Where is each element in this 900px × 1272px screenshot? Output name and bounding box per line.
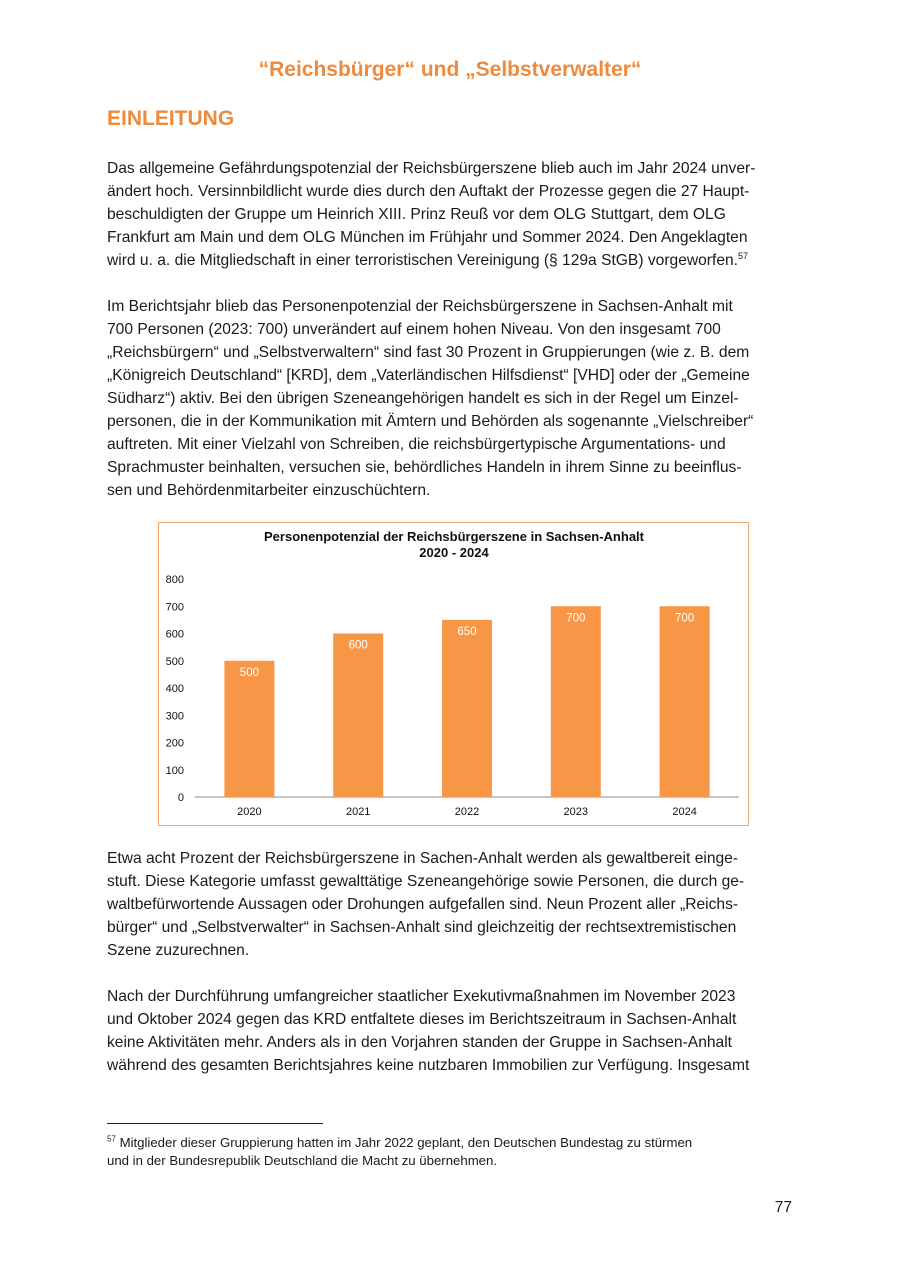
paragraph-line: Etwa acht Prozent der Reichsbürgerszene in Sachen-Anhalt werden als gewaltbereit einge- xyxy=(107,850,739,867)
paragraph-line: ändert hoch. Versinnbildlicht wurde dies durch den Auftakt der Prozesse gegen die 27 Haupt- xyxy=(107,183,750,200)
footnote-line-first xyxy=(107,1134,807,1152)
paragraph-line: sen und Behördenmitarbeiter einzuschüchtern. xyxy=(107,482,431,499)
paragraph-line: während des gesamten Berichtsjahres keine nutzbaren Immobilien zur Verfügung. Insgesamt xyxy=(107,1057,750,1074)
paragraph-line: beschuldigten der Gruppe um Heinrich XIII. Prinz Reuß vor dem OLG Stuttgart, dem OLG xyxy=(107,206,726,223)
x-tick-label: 2022 xyxy=(454,806,480,818)
bar-chart-canvas xyxy=(159,523,750,827)
bar-data-label: 600 xyxy=(348,639,368,652)
bar xyxy=(442,620,492,797)
paragraph-line: Sprachmuster beinhalten, versuchen sie, behördliches Handeln in ihrem Sinne zu beeinflus- xyxy=(107,459,742,476)
footnote-number: 57 xyxy=(107,1134,116,1144)
paragraph-line: Nach der Durchführung umfangreicher staatlicher Exekutivmaßnahmen im November 2023 xyxy=(107,988,736,1005)
paragraph-line: auftreten. Mit einer Vielzahl von Schreiben, die reichsbürgertypische Argumentations- und xyxy=(107,436,726,453)
footnote-text: Mitglieder dieser Gruppierung hatten im Jahr 2022 geplant, den Deutschen Bundestag zu stürmen xyxy=(119,1135,693,1150)
paragraph-2 xyxy=(107,295,797,502)
x-tick-label: 2021 xyxy=(345,806,371,818)
y-tick-label: 0 xyxy=(177,792,184,804)
paragraph-line: waltbefürwortende Aussagen oder Drohungen aufgefallen sind. Neun Prozent aller „Reichs- xyxy=(107,896,739,913)
paragraph-line: stuft. Diese Kategorie umfasst gewalttätige Szeneangehörige sowie Personen, die durch ge- xyxy=(107,873,745,890)
paragraph-line: Im Berichtsjahr blieb das Personenpotenzial der Reichsbürgerszene in Sachsen-Anhalt mit xyxy=(107,298,733,315)
paragraph-1 xyxy=(107,157,797,272)
footnote xyxy=(107,1134,807,1170)
page-header-title: “Reichsbürger“ und „Selbstverwalter“ xyxy=(258,58,642,81)
bar-data-label: 700 xyxy=(675,612,695,625)
y-tick-label: 100 xyxy=(165,764,184,777)
footnote-line: und in der Bundesrepublik Deutschland die Macht zu übernehmen. xyxy=(107,1153,498,1168)
bar-data-label: 500 xyxy=(239,666,259,679)
paragraph-line: Szene zuzurechnen. xyxy=(107,942,250,959)
x-tick-label: 2023 xyxy=(563,806,589,818)
paragraph-line: Frankfurt am Main und dem OLG München im Frühjahr und Sommer 2024. Den Angeklagten xyxy=(107,229,748,246)
paragraph-line: Südharz“) aktiv. Bei den übrigen Szeneangehörigen handelt es sich in der Regel um Einzel- xyxy=(107,390,739,407)
paragraph-line: keine Aktivitäten mehr. Anders als in den Vorjahren standen der Gruppe in Sachsen-Anhalt xyxy=(107,1034,733,1051)
x-tick-label: 2020 xyxy=(237,806,262,818)
paragraph-line: 700 Personen (2023: 700) unverändert auf einem hohen Niveau. Von den insgesamt 700 xyxy=(107,321,721,338)
chart-title: Personenpotenzial der Reichsbürgerszene in Sachsen-Anhalt xyxy=(264,529,644,544)
y-tick-label: 600 xyxy=(165,628,184,641)
paragraph-line: Das allgemeine Gefährdungspotenzial der Reichsbürgerszene blieb auch im Jahr 2024 unver- xyxy=(107,160,756,177)
y-tick-label: 700 xyxy=(165,601,184,614)
x-tick-label: 2024 xyxy=(672,806,697,818)
chart-subtitle: 2020 - 2024 xyxy=(419,545,489,560)
footnote-ref[interactable]: 57 xyxy=(738,250,749,261)
y-tick-label: 300 xyxy=(165,710,184,723)
bar-data-label: 700 xyxy=(566,612,586,625)
bar xyxy=(224,661,274,797)
paragraph-line-last xyxy=(107,249,797,272)
section-heading: EINLEITUNG xyxy=(107,107,235,130)
y-tick-label: 500 xyxy=(165,655,184,668)
y-tick-label: 200 xyxy=(165,737,184,750)
paragraph-line: bürger“ und „Selbstverwalter“ in Sachsen-Anhalt sind gleichzeitig der rechtsextremistischen xyxy=(107,919,737,936)
paragraph-line: „Reichsbürgern“ und „Selbstverwaltern“ sind fast 30 Prozent in Gruppierungen (wie z. B. dem xyxy=(107,344,750,361)
page-number: 77 xyxy=(774,1199,792,1216)
paragraph-4 xyxy=(107,985,797,1077)
bar-data-label: 650 xyxy=(457,625,477,638)
bar xyxy=(660,606,710,797)
paragraph-line: und Oktober 2024 gegen das KRD entfaltete dieses im Berichtszeitraum in Sachsen-Anhalt xyxy=(107,1011,737,1028)
y-tick-label: 400 xyxy=(165,683,184,695)
footnote-divider xyxy=(107,1123,323,1124)
y-tick-label: 800 xyxy=(165,574,184,586)
bar xyxy=(333,634,383,798)
paragraph-line: „Königreich Deutschland“ [KRD], dem „Vaterländischen Hilfsdienst“ [VHD] oder der „Gemeine xyxy=(107,367,750,384)
bar xyxy=(551,606,601,797)
paragraph-line-text: wird u. a. die Mitgliedschaft in einer terroristischen Vereinigung (§ 129a StGB) vorgeworfen. xyxy=(107,252,738,269)
chart-marks xyxy=(166,574,739,818)
paragraph-line: personen, die in der Kommunikation mit Ämtern und Behörden als sogenannte „Vielschreiber“ xyxy=(107,413,754,430)
bar-chart xyxy=(158,522,749,826)
paragraph-3 xyxy=(107,847,797,962)
